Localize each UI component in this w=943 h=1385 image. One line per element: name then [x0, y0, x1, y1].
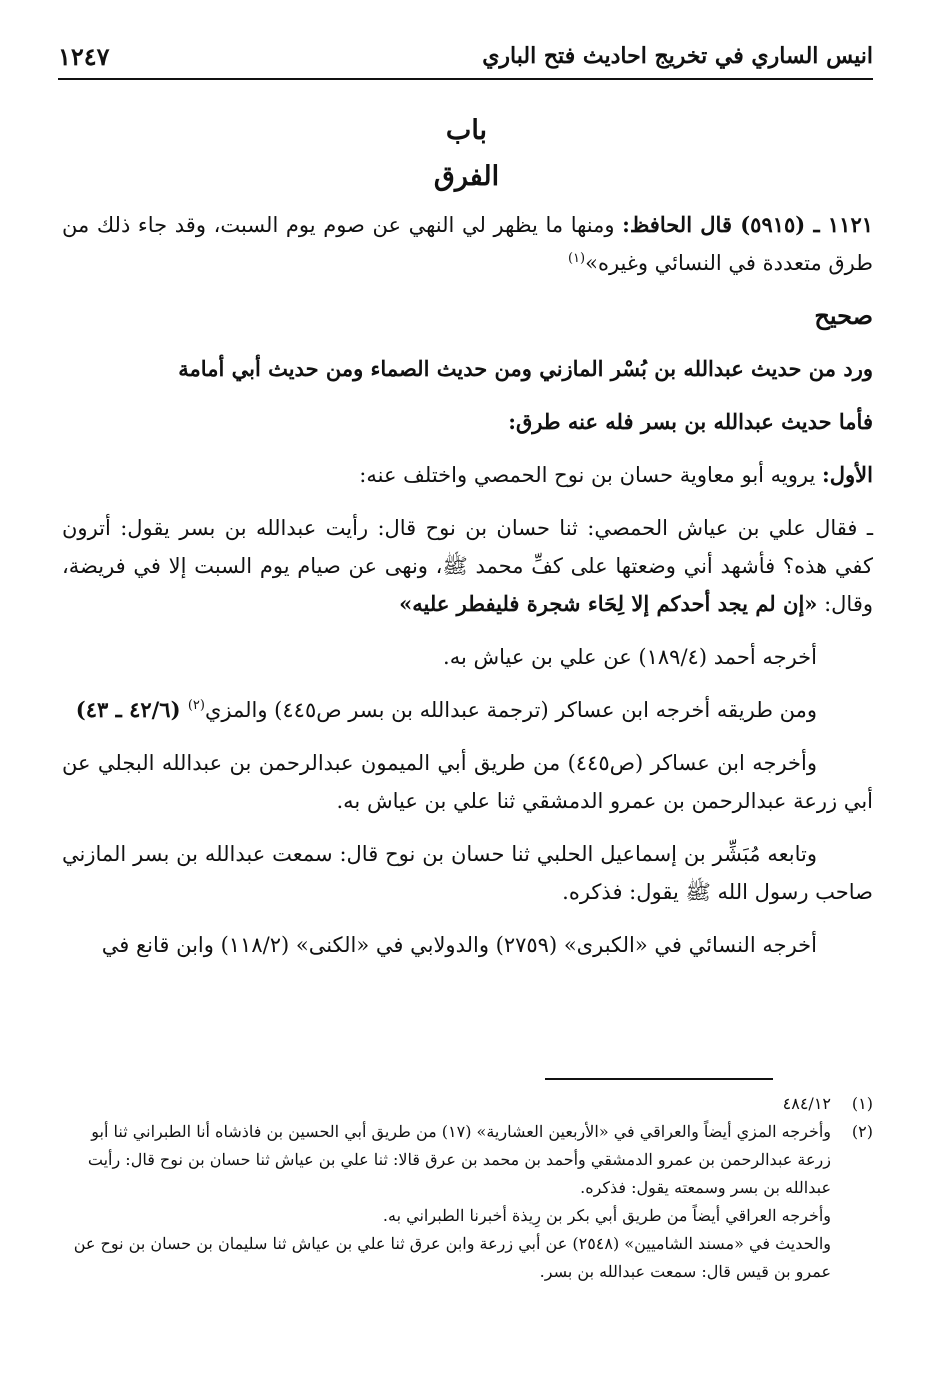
grade-heading: صحيح	[814, 301, 873, 330]
main-text	[62, 206, 873, 979]
entry-quote: ومنها ما يظهر لي النهي عن صوم يوم السبت، وقد جاء ذلك من طرق متعددة في النسائي وغيره»	[62, 213, 873, 275]
ibn-asakir-text: ومن طريقه أخرجه ابن عساكر (ترجمة عبدالله بن بسر ص٤٤٥) والمزي	[204, 698, 817, 722]
mizzi-reference: (٤٢/٦ ـ ٤٣)	[75, 697, 188, 722]
footnote-1	[62, 1090, 873, 1118]
paragraph-bajali: وأخرجه ابن عساكر (ص٤٤٥) من طريق أبي الميمون عبدالرحمن بن عبدالله البجلي عن أبي زرعة عبدالرحمن بن عمرو الدمشقي ثنا علي بن عياش به.	[62, 751, 873, 813]
footnote-line: ٤٨٤/١٢	[782, 1094, 831, 1113]
footnote-divider	[545, 1078, 773, 1080]
footnote-2	[62, 1118, 873, 1286]
chapter-heading	[60, 108, 873, 200]
book-title: انيس الساري في تخريج احاديث فتح الباري	[482, 43, 873, 69]
paragraph-routes: فأما حديث عبدالله بن بسر فله عنه طرق:	[508, 409, 873, 434]
hadith-entry	[62, 206, 873, 282]
paragraph-first-route	[62, 456, 873, 494]
footnote-marker: (١)	[851, 1094, 873, 1113]
paragraph-nasai: أخرجه النسائي في «الكبرى» (٢٧٥٩) والدولابي في «الكنى» (١١٨/٢) وابن قانع في	[101, 933, 817, 957]
first-route-text: يرويه أبو معاوية حسان بن نوح الحمصي واختلف عنه:	[359, 463, 823, 487]
paragraph-narration	[62, 509, 873, 623]
paragraph-mubashir: وتابعه مُبَشِّر بن إسماعيل الحلبي ثنا حسان بن نوح قال: سمعت عبدالله بن بسر المازني صاحب رسول الله ﷺ يقول: فذكره.	[62, 842, 873, 904]
paragraph-sources: ورد من حديث عبدالله بن بُسْر المازني ومن حديث الصماء ومن حديث أبي أمامة	[178, 356, 873, 381]
chapter-name: الفرق	[433, 161, 500, 192]
prophetic-quote: «إن لم يجد أحدكم إلا لِحَاء شجرة فليفطر عليه»	[399, 591, 818, 616]
footnote-line: وأخرجه المزي أيضاً والعراقي في «الأربعين العشارية» (١٧) من طريق أبي الحسين بن فاذشاه أنا الطبراني ثنا أبو زرعة عبدالرحمن بن عمرو الدمشقي وأحمد بن محمد بن عرق قالا: ثنا علي بن عياش ثنا حسان بن نوح قال: رأيت عبدالله بن بسر وسمعته يقول: فذكره.	[87, 1122, 831, 1197]
first-route-label: الأول:	[822, 462, 873, 487]
footnote-ref-2[interactable]: (٢)	[187, 698, 205, 713]
footnote-marker: (٢)	[851, 1122, 873, 1141]
footnote-line: وأخرجه العراقي أيضاً من طريق أبي بكر بن رِيذة أخبرنا الطبراني به.	[382, 1206, 831, 1225]
paragraph-ibn-asakir	[62, 691, 873, 729]
paragraph-ahmad: أخرجه أحمد (١٨٩/٤) عن علي بن عياش به.	[443, 645, 817, 669]
narration-text: ـ فقال علي بن عياش الحمصي: ثنا حسان بن نوح قال: رأيت عبدالله بن بسر يقول: أترون كفي هذه؟ فأشهد أني وضعتها على كفِّ محمد ﷺ، ونهى عن صيام يوم السبت إلا في فريضة، وقال:	[62, 516, 873, 616]
entry-number: ١١٢١ ـ (٥٩١٥) قال الحافظ:	[622, 212, 874, 237]
footnotes	[62, 1090, 873, 1286]
running-header	[58, 34, 873, 80]
footnote-line: والحديث في «مسند الشاميين» (٢٥٤٨) عن أبي زرعة وابن عرق ثنا علي بن عياش ثنا سليمان بن حسان بن نوح عن عمرو بن قيس قال: سمعت عبدالله بن بسر.	[73, 1234, 831, 1281]
page-number: ١٢٤٧	[58, 41, 110, 71]
footnote-ref-1[interactable]: (١)	[567, 251, 586, 266]
chapter-label: باب	[445, 115, 488, 146]
